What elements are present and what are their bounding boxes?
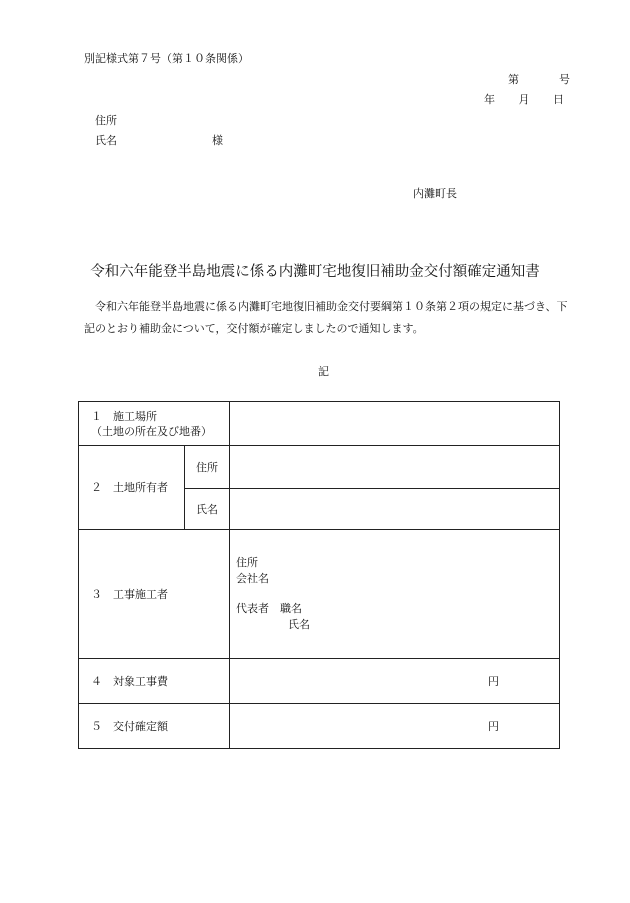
- owner-name-label: 氏名: [185, 489, 230, 530]
- body-paragraph: 令和六年能登半島地震に係る内灘町宅地復旧補助金交付要綱第１０条第２項の規定に基づき、下記のとおり補助金について，交付額が確定しましたので通知します。: [84, 300, 568, 335]
- site-label-cell: [79, 402, 230, 446]
- sender-name: 内灘町長: [413, 187, 457, 200]
- table-row-owner-address: [79, 446, 560, 489]
- table-row-amount: [79, 704, 560, 749]
- date-line: [484, 91, 564, 107]
- owner-address-label: 住所: [185, 446, 230, 489]
- site-label: １ 施工場所: [91, 409, 157, 423]
- amount-label: ５ 交付確定額: [79, 704, 230, 749]
- contractor-rep-title-label: 代表者 職名: [236, 602, 302, 615]
- owner-address-value-cell[interactable]: [230, 446, 560, 489]
- contractor-value-cell[interactable]: [230, 530, 560, 659]
- table-row-contractor: [79, 530, 560, 659]
- form-label: 別記様式第７号（第１０条関係）: [84, 52, 249, 65]
- contractor-rep-name-label: 氏名: [288, 618, 310, 631]
- table-row-site: [79, 402, 560, 446]
- document-title: 令和六年能登半島地震に係る内灘町宅地復旧補助金交付額確定通知書: [90, 264, 540, 280]
- number-prefix: 第: [508, 73, 519, 86]
- site-sublabel: （土地の所在及び地番）: [91, 424, 212, 438]
- recipient-name-label: 氏名: [95, 134, 117, 147]
- recipient-address-label: 住所: [95, 114, 117, 127]
- document-number-line: [508, 71, 570, 87]
- number-suffix: 号: [559, 73, 570, 86]
- ki-heading: 記: [318, 365, 329, 378]
- date-day: 日: [553, 93, 564, 106]
- owner-label: ２ 土地所有者: [79, 446, 185, 530]
- owner-name-value-cell[interactable]: [230, 489, 560, 530]
- site-value-cell[interactable]: [230, 402, 560, 446]
- table-row-cost: [79, 659, 560, 704]
- date-month: 月: [518, 93, 530, 106]
- cost-label: ４ 対象工事費: [79, 659, 230, 704]
- cost-unit[interactable]: 円: [230, 659, 560, 704]
- date-year: 年: [484, 93, 495, 106]
- amount-unit[interactable]: 円: [230, 704, 560, 749]
- contractor-company-label: 会社名: [236, 572, 269, 585]
- contractor-address-label: 住所: [236, 556, 258, 569]
- recipient-honorific: 様: [212, 134, 223, 147]
- details-table: [78, 401, 560, 749]
- contractor-label: ３ 工事施工者: [79, 530, 230, 659]
